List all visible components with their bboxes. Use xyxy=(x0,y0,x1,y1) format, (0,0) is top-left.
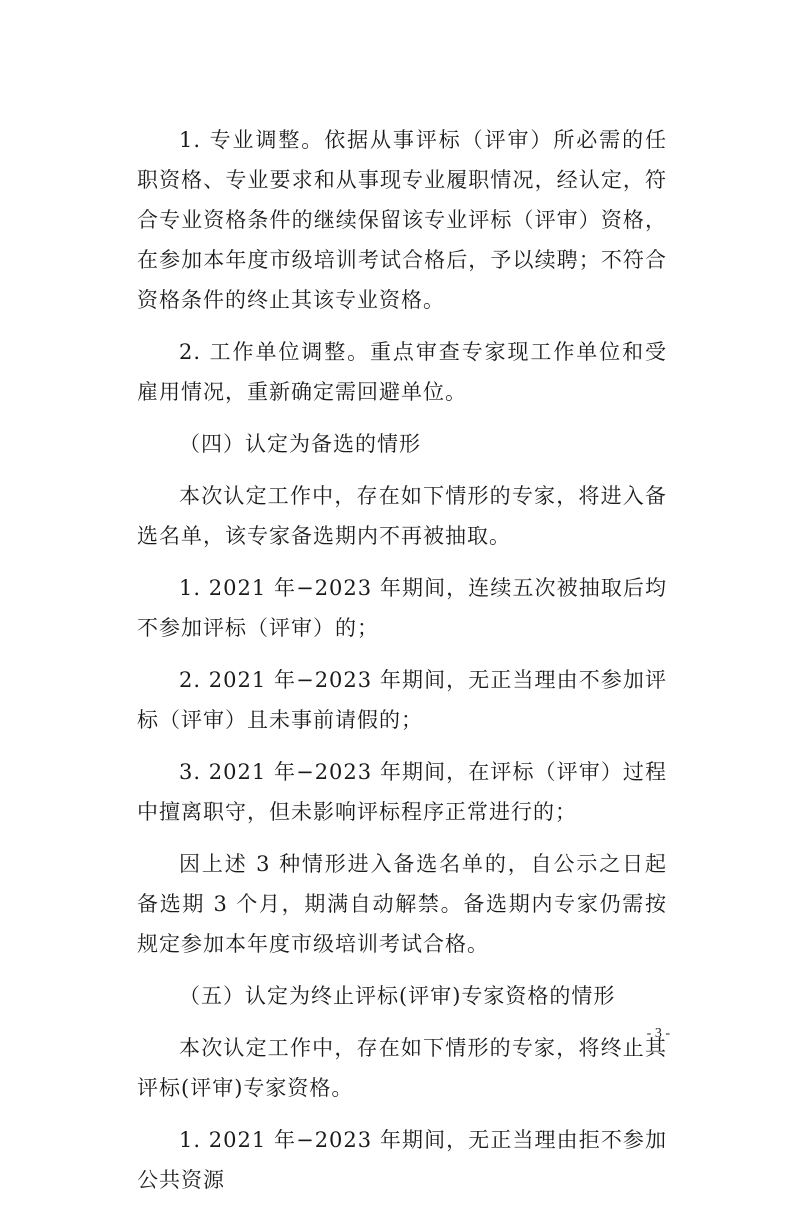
section-heading-termination: （五）认定为终止评标(评审)专家资格的情形 xyxy=(179,984,616,1008)
paragraph-termination-intro: 本次认定工作中，存在如下情形的专家，将终止其评标(评审)专家资格。 xyxy=(137,1036,667,1100)
list-item-standby-2: 2. 2021 年−2023 年期间，无正当理由不参加评标（评审）且未事前请假的； xyxy=(137,668,667,732)
paragraph-major-adjustment: 1. 专业调整。依据从事评标（评审）所必需的任职资格、专业要求和从事现专业履职情况，经认定，符合专业资格条件的继续保留该专业评标（评审）资格，在参加本年度市级培训考试合格后，予以续聘；不符合资格条件的终止其该专业资格。 xyxy=(137,128,667,312)
list-item-termination-1: 1. 2021 年−2023 年期间，无正当理由拒不参加公共资源 xyxy=(137,1128,667,1192)
paragraph-standby-intro: 本次认定工作中，存在如下情形的专家，将进入备选名单，该专家备选期内不再被抽取。 xyxy=(137,484,667,548)
section-heading-standby: （四）认定为备选的情形 xyxy=(179,432,421,456)
paragraph-standby-period: 因上述 3 种情形进入备选名单的，自公示之日起备选期 3 个月，期满自动解禁。备选期内专家仍需按规定参加本年度市级培训考试合格。 xyxy=(137,852,667,956)
list-item-standby-3: 3. 2021 年−2023 年期间，在评标（评审）过程中擅离职守，但未影响评标程序正常进行的； xyxy=(137,760,667,824)
document-body xyxy=(137,120,667,1212)
page-number: - 3 - xyxy=(646,1026,670,1041)
list-item-standby-1: 1. 2021 年−2023 年期间，连续五次被抽取后均不参加评标（评审）的； xyxy=(137,576,667,640)
paragraph-work-unit-adjustment: 2. 工作单位调整。重点审查专家现工作单位和受雇用情况，重新确定需回避单位。 xyxy=(137,340,667,404)
